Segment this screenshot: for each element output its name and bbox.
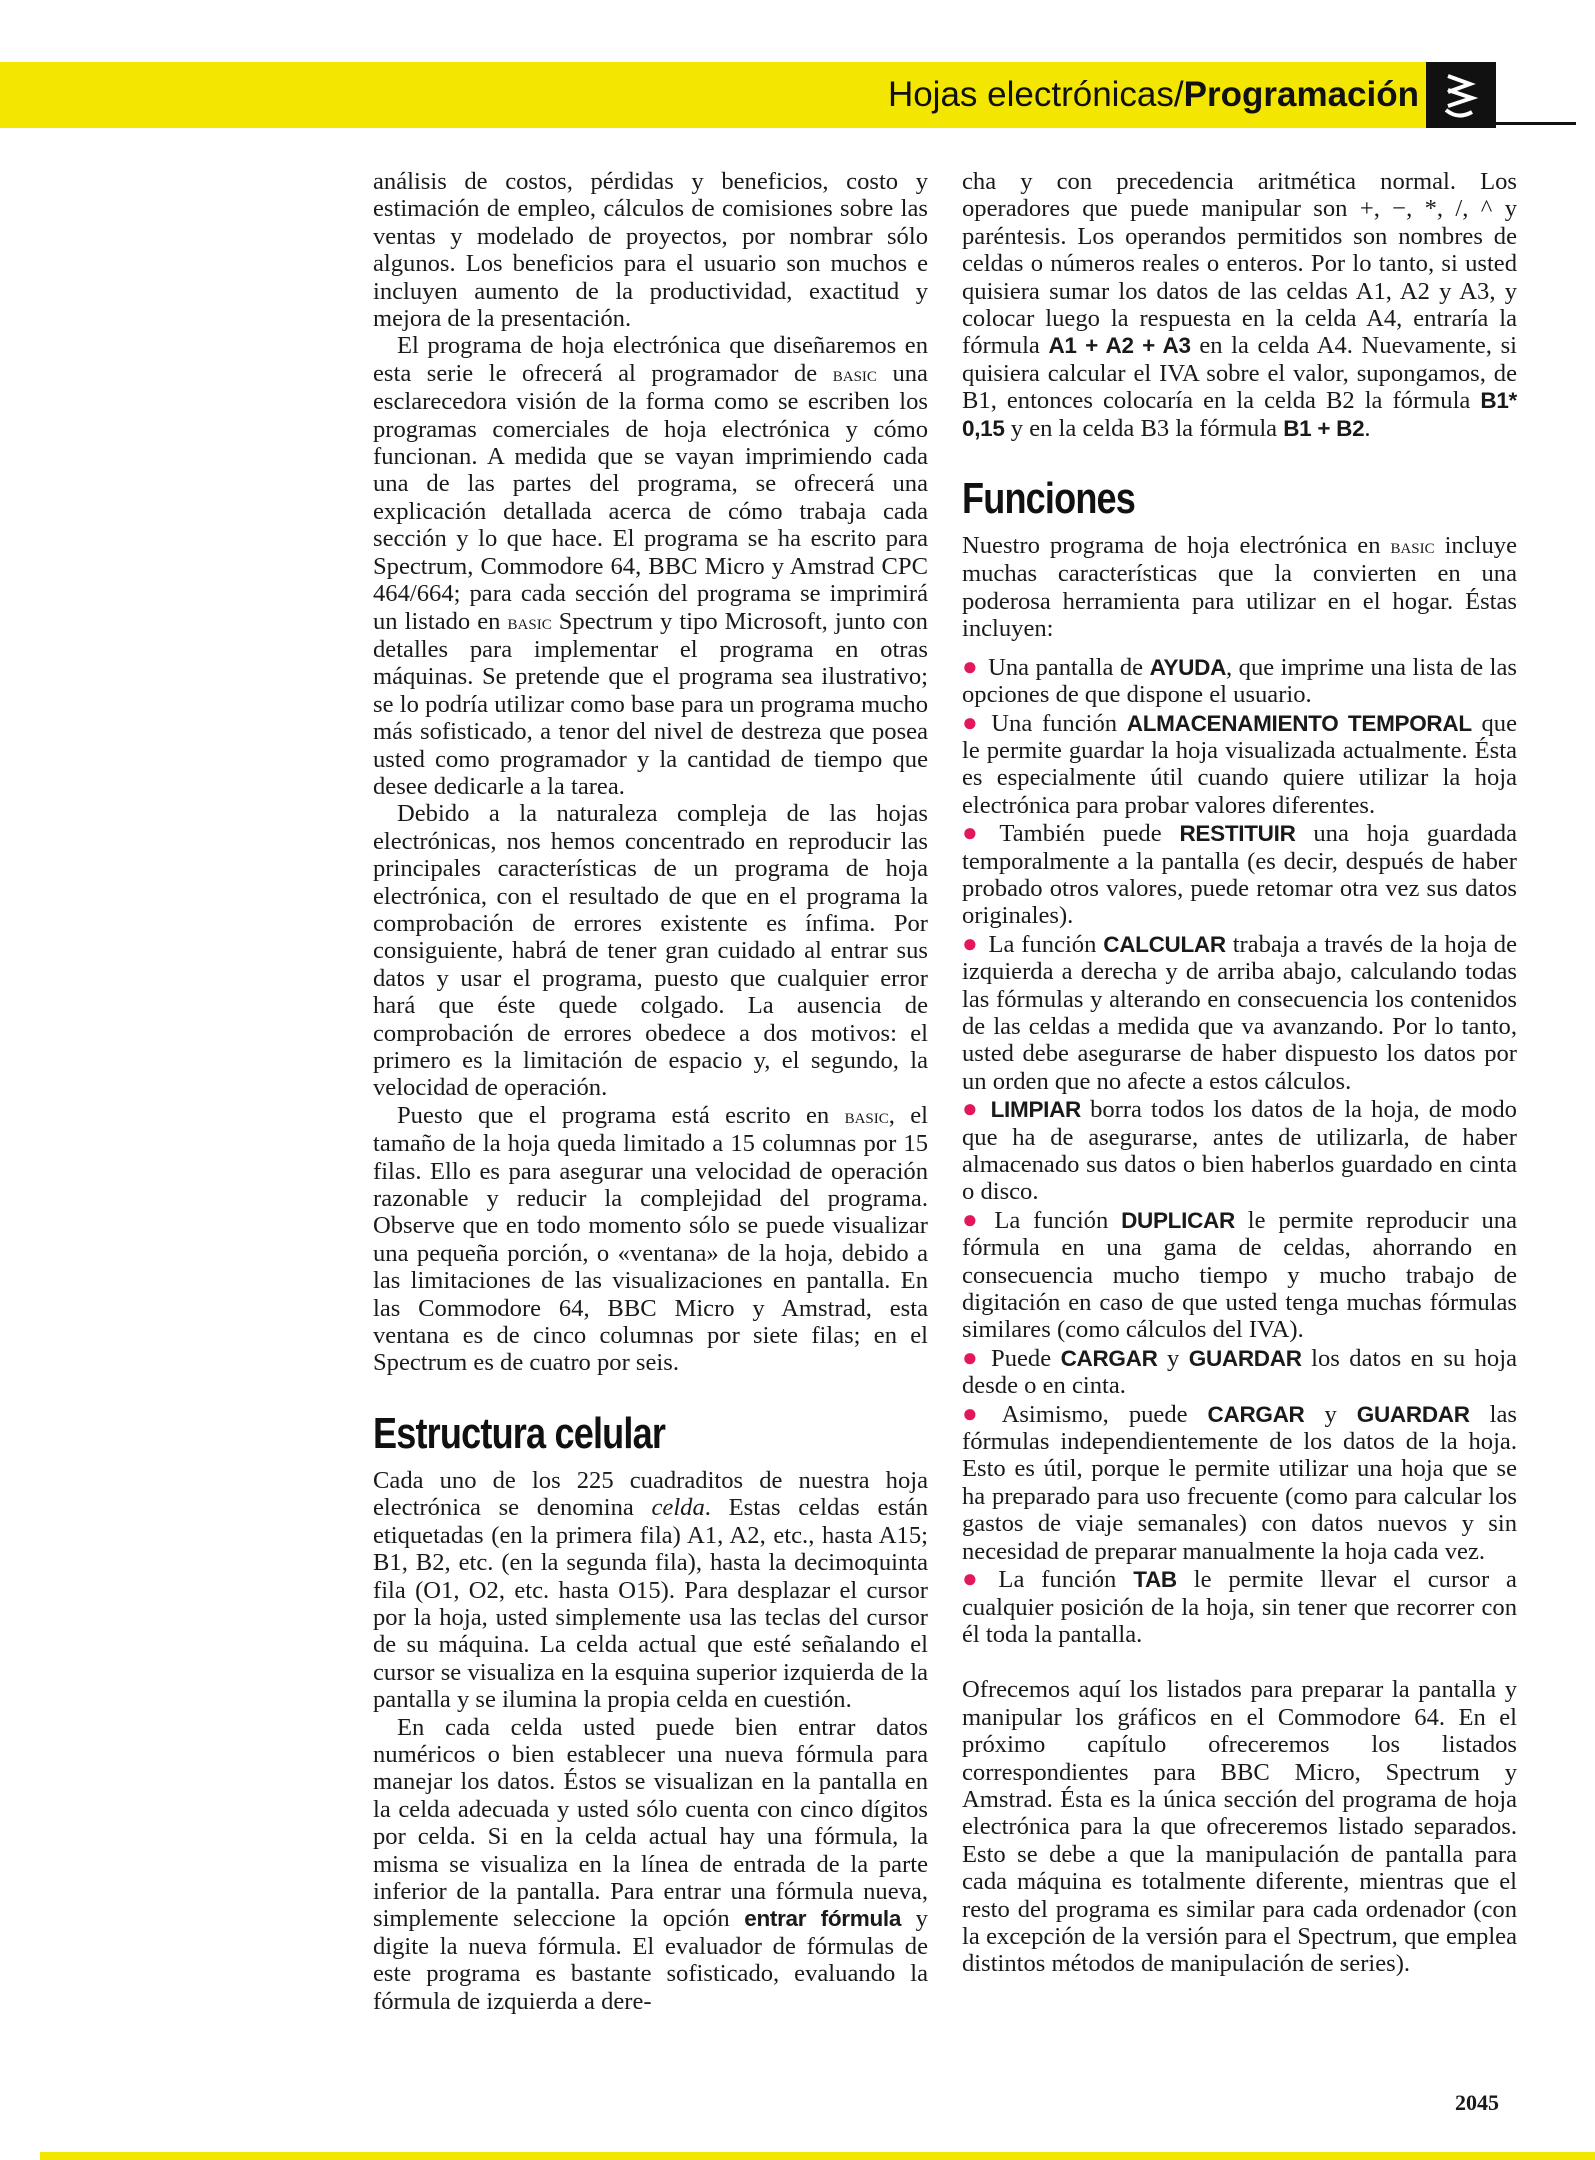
bullet-icon: ● — [962, 818, 990, 848]
bullet-icon: ● — [962, 1204, 985, 1234]
list-item: ● Puede CARGAR y GUARDAR los datos en su hoja desde o en cinta. — [962, 1342, 1517, 1400]
bullet-icon: ● — [962, 1094, 981, 1124]
list-item: ● LIMPIAR borra todos los datos de la hoja, de modo que ha de asegurarse, antes de utilizarla, de haber almacenado sus datos o bien haberlos guardado en cinta o disco. — [962, 1094, 1517, 1206]
bottom-rule — [40, 2152, 1595, 2160]
bullet-icon: ● — [962, 928, 979, 958]
page-number: 2045 — [1455, 2090, 1499, 2115]
section-title — [888, 62, 1419, 128]
paragraph: El programa de hoja electrónica que diseñaremos en esta serie le ofrecerá al programador de basic una esclarecedora visión de la forma como se escriben los programas comerciales de hoja electrónica y cómo funcionan. A medida que se vayan imprimiendo cada una de las partes del programa, se ofrecerá una explicación detallada acerca de cómo trabaja cada sección y lo que hace. El programa se ha escrito para Spectrum, Commodore 64, BBC Micro y Amstrad CPC 464/664; para cada sección del programa se imprimirá un listado en basic Spectrum y tipo Microsoft, junto con detalles para implementar el programa en otras máquinas. Se pretende que el programa sea ilustrativo; se lo podría utilizar como base para un programa mucho más sofisticado, a tenor del nivel de destreza que posea usted como programador y la cantidad de tiempo que desee dedicarle a la tarea. — [373, 332, 928, 800]
bullet-icon: ● — [962, 651, 979, 681]
bullet-icon: ● — [962, 1398, 992, 1428]
paragraph: En cada celda usted puede bien entrar datos numéricos o bien establecer una nueva fórmula para manejar los datos. Éstos se visualizan en la pantalla en la celda adecuada y usted sólo cuenta con cinco dígitos por celda. Si en la celda actual hay una fórmula, la misma se visualiza en la línea de entrada de la parte inferior de la pantalla. Para entrar una fórmula nueva, simplemente seleccione la opción entrar fórmula y digite la nueva fórmula. El evaluador de fórmulas de este programa es bastante sofisticado, evaluando la fórmula de izquierda a dere- — [373, 1713, 928, 2015]
section-title-regular: Hojas electrónicas/ — [887, 75, 1184, 114]
right-column — [962, 168, 1517, 1978]
section-logo-icon — [1426, 62, 1496, 128]
list-item: ● La función CALCULAR trabaja a través de la hoja de izquierda a derecha y de arriba abajo, calculando todas las fórmulas y alterando en consecuencia los contenidos de las celdas a medida que va avanzando. Por lo tanto, usted debe asegurarse de haber dispuesto los datos por un orden que no afecte a estos cálculos. — [962, 928, 1517, 1095]
list-item: ● Una pantalla de AYUDA, que imprime una lista de las opciones de que dispone el usuario. — [962, 651, 1517, 709]
bullet-icon: ● — [962, 1342, 982, 1372]
list-item: ● La función DUPLICAR le permite reproducir una fórmula en una gama de celdas, ahorrando en consecuencia mucho tiempo y mucho trabajo de digitación en caso de que usted tenga muchas fórmulas similares (como cálculos del IVA). — [962, 1204, 1517, 1344]
bullet-icon: ● — [962, 707, 982, 737]
paragraph: Ofrecemos aquí los listados para preparar la pantalla y manipular los gráficos en el Commodore 64. En el próximo capítulo ofreceremos los listados correspondientes para BBC Micro, Spectrum y Amstrad. Ésta es la única sección del programa de hoja electrónica para la que ofreceremos listado separados. Esto se debe a que la manipulación de pantalla para cada máquina es totalmente diferente, mientras que el resto del programa es similar para cada ordenador (con la excepción de la versión para el Spectrum, que emplea distintos métodos de manipulación de series). — [962, 1676, 1517, 1978]
paragraph: Cada uno de los 225 cuadraditos de nuestra hoja electrónica se denomina celda. Estas celdas están etiquetadas (en la primera fila) A1, A2, etc., hasta A15; B1, B2, etc. (en la segunda fila), hasta la decimoquinta fila (O1, O2, etc. hasta O15). Para desplazar el cursor por la hoja, usted simplemente usa las teclas del cursor de su máquina. La celda actual que esté señalando el cursor se visualiza en la esquina superior izquierda de la pantalla y se ilumina la propia celda en cuestión. — [373, 1466, 928, 1714]
section-title-bold: Programación — [1183, 75, 1419, 114]
paragraph: Nuestro programa de hoja electrónica en basic incluye muchas características que la convierten en una poderosa herramienta para utilizar en el hogar. Éstas incluyen: — [962, 532, 1517, 643]
heading-funciones: Funciones — [962, 474, 1136, 524]
left-column — [373, 168, 928, 2015]
bullet-icon: ● — [962, 1564, 989, 1594]
paragraph: Puesto que el programa está escrito en basic, el tamaño de la hoja queda limitado a 15 columnas por 15 filas. Ello es para asegurar una velocidad de operación razonable y reducir la complejidad del programa. Observe que en todo momento sólo se puede visualizar una pequeña porción, o «ventana» de la hoja, debido a las limitaciones de las visualizaciones en pantalla. En las Commodore 64, BBC Micro y Amstrad, esta ventana es de cinco columnas por siete filas; en el Spectrum es de cuatro por seis. — [373, 1101, 929, 1377]
paragraph: análisis de costos, pérdidas y beneficios, costo y estimación de empleo, cálculos de comisiones sobre las ventas y modelado de proyectos, por nombrar sólo algunos. Los beneficios para el usuario son muchos e incluyen aumento de la productividad, exactitud y mejora de la presentación. — [373, 168, 928, 333]
paragraph: Debido a la naturaleza compleja de las hojas electrónicas, nos hemos concentrado en reproducir las principales características de un programa de hoja electrónica, con el resultado de que en el programa la comprobación de errores existente es ínfima. Por consiguiente, habrá de tener gran cuidado al entrar sus datos y usar el programa, puesto que cualquier error hará que éste quede colgado. La ausencia de comprobación de errores obedece a dos motivos: el primero es la limitación de espacio y, el segundo, la velocidad de operación. — [373, 800, 928, 1102]
list-item: ● La función TAB le permite llevar el cursor a cualquier posición de la hoja, sin tener que recorrer con él toda la pantalla. — [962, 1564, 1517, 1648]
list-item: ● Una función ALMACENAMIENTO TEMPORAL que le permite guardar la hoja visualizada actualmente. Ésta es especialmente útil cuando quiere utilizar la hoja electrónica para probar valores diferentes. — [962, 707, 1517, 819]
list-item: ● También puede RESTITUIR una hoja guardada temporalmente a la pantalla (es decir, después de haber probado otros valores, puede retomar otra vez sus datos originales). — [962, 818, 1517, 930]
header-rule — [1496, 122, 1576, 125]
heading-estructura-celular: Estructura celular — [373, 1408, 666, 1458]
paragraph: cha y con precedencia aritmética normal. Los operadores que puede manipular son +, −, *, /, ^ y paréntesis. Los operandos permitidos son nombres de celdas o números reales o enteros. Por lo tanto, si usted quisiera sumar los datos de las celdas A1, A2 y A3, y colocar luego la respuesta en la celda A4, entraría la fórmula A1 + A2 + A3 en la celda A4. Nuevamente, si quisiera calcular el IVA sobre el valor, supongamos, de B1, entonces colocaría en la celda B2 la fórmula B1* 0,15 y en la celda B3 la fórmula B1 + B2. — [962, 168, 1517, 442]
list-item: ● Asimismo, puede CARGAR y GUARDAR las fórmulas independientemente de los datos de la hoja. Esto es útil, porque le permite utilizar una hoja que se ha preparado para uso frecuente (como para calcular los gastos de viaje semanales) con datos nuevos y sin necesidad de preparar manualmente la hoja cada vez. — [962, 1398, 1517, 1565]
